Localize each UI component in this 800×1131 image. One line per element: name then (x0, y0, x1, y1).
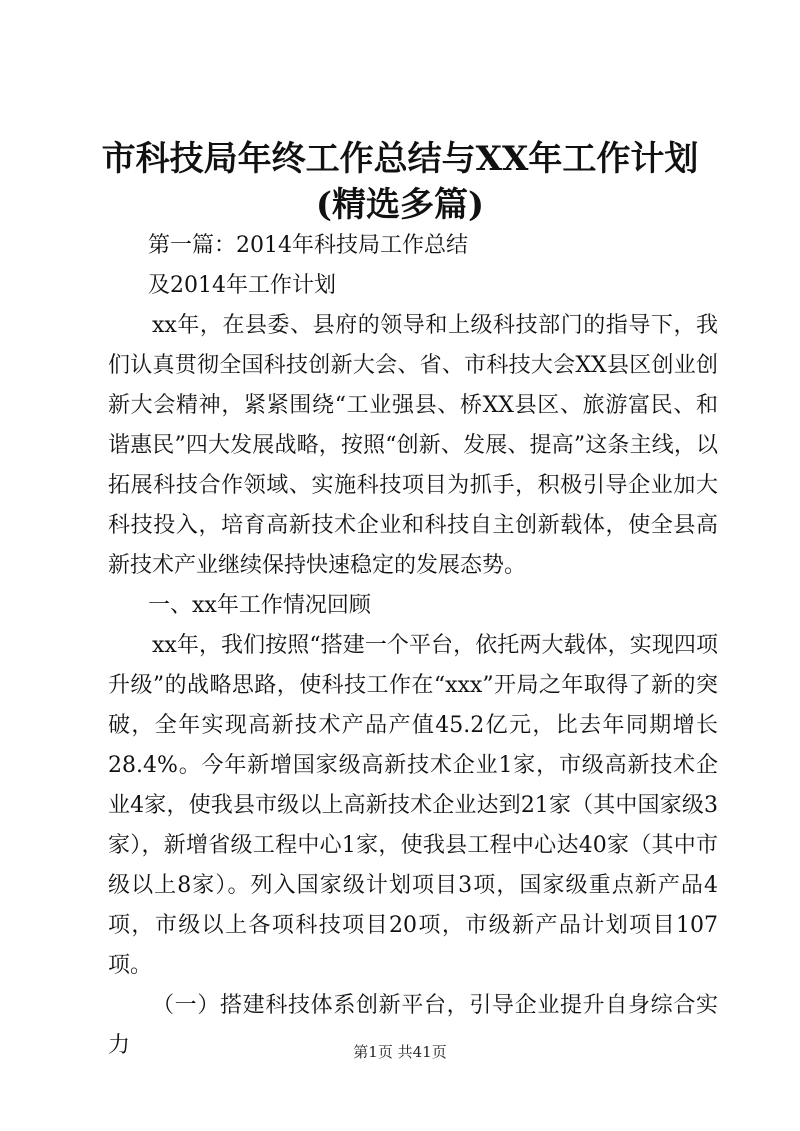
document-title: 市科技局年终工作总结与XX年工作计划(精选多篇) (101, 139, 699, 225)
page-footer: 第1页 共41页 (353, 1043, 447, 1061)
subsection-heading: 一、xx年工作情况回顾 (148, 593, 371, 618)
section-heading-part-1: 第一篇：2014年科技局工作总结 (148, 233, 468, 258)
review-paragraph: xx年，我们按照“搭建一个平台，依托两大载体，实现四项升级”的战略思路，使科技工作在“xxx”开局之年取得了新的突破，全年实现高新技术产品产值45.2亿元，比去年同期增长28.4%。今年新增国家级高新技术企业1家，市级高新技术企业4家，使我县市级以上高新技术企业达到21家（其中国家级3家），新增省级工程中心1家，使我县工程中心达40家（其中市级以上8家）。列入国家级计划项目3项，国家级重点新产品4项，市级以上各项科技项目20项，市级新产品计划项目107项。 (108, 633, 718, 978)
item-heading: （一）搭建科技体系创新平台，引导企业提升自身综合实力 (108, 993, 718, 1058)
section-heading-part-2: 及2014年工作计划 (148, 273, 336, 298)
intro-paragraph: xx年，在县委、县府的领导和上级科技部门的指导下，我们认真贯彻全国科技创新大会、省、市科技大会XX县区创业创新大会精神，紧紧围绕“工业强县、桥XX县区、旅游富民、和谐惠民”四大发展战略，按照“创新、发展、提高”这条主线，以拓展科技合作领域、实施科技项目为抓手，积极引导企业加大科技投入，培育高新技术企业和科技自主创新载体，使全县高新技术产业继续保持快速稳定的发展态势。 (108, 313, 718, 578)
document-body (108, 226, 718, 1066)
